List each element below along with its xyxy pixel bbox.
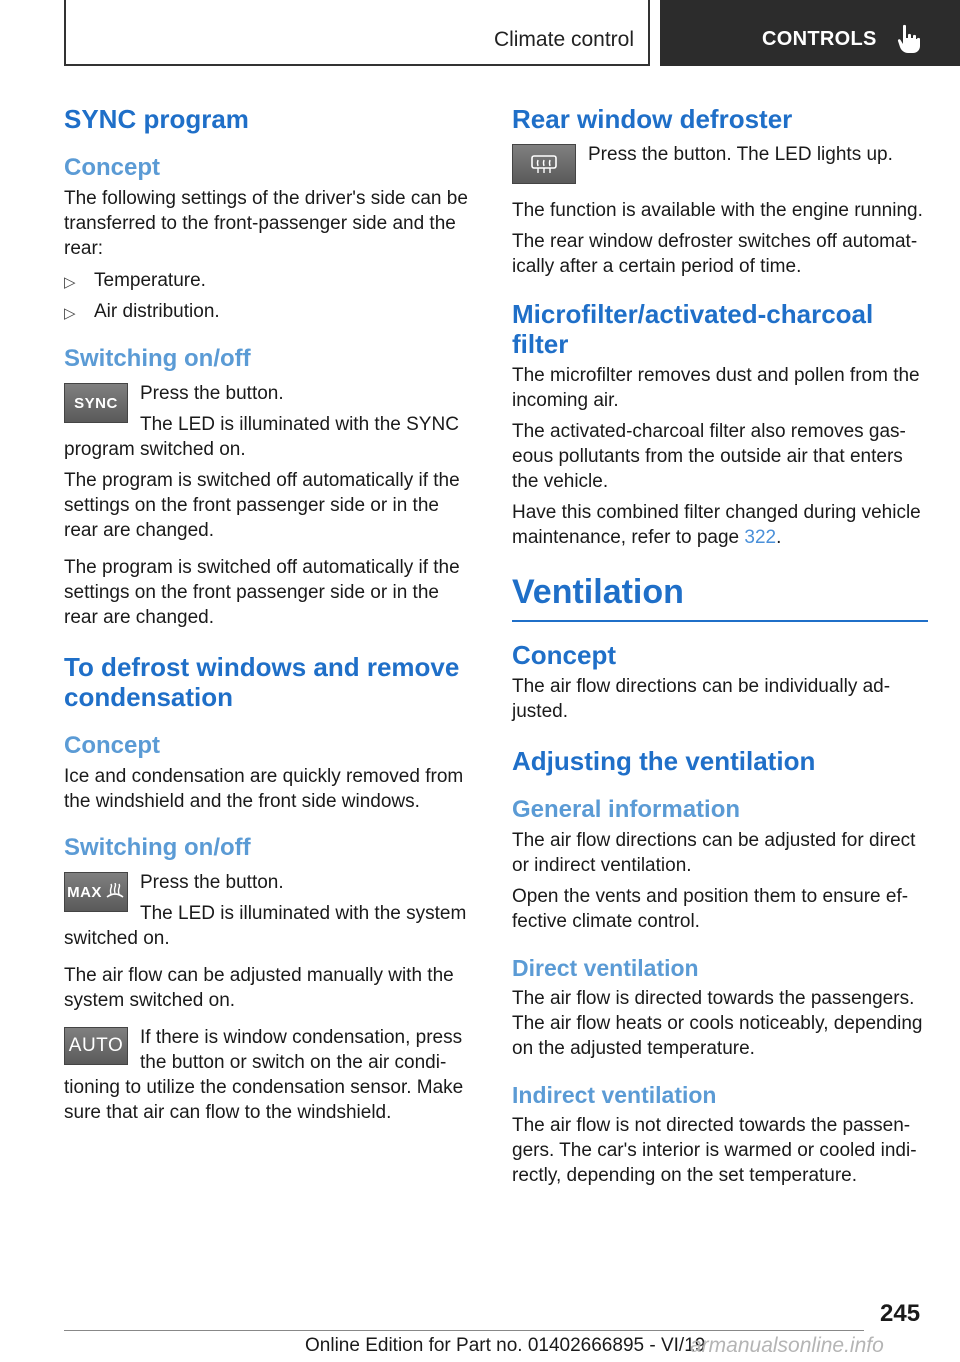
general-text-2: Open the vents and position them to ensure ef-fective climate control.	[512, 886, 909, 932]
rear-window-heat-icon	[529, 153, 559, 175]
header-section-box	[64, 0, 650, 66]
adjust-ventilation-heading: Adjusting the ventilation	[512, 746, 816, 776]
header-section-title: Climate control	[493, 28, 634, 51]
max-air-text: The air flow can be adjusted manually with the system switched on.	[64, 965, 454, 1011]
auto-button-icon: AUTO	[64, 1027, 128, 1065]
list-item: ▷ Air distribution.	[64, 296, 476, 327]
indirect-text: The air flow is not directed towards the passen-gers. The car's interior is warmed or cooled indi-rectly, depending on the set temperature.	[512, 1115, 917, 1186]
sync-led-text: The LED is illuminated with the SYNC program switched on.	[64, 414, 459, 460]
sync-press-text: Press the button.	[140, 383, 284, 404]
sync-button-row	[64, 381, 476, 462]
rear-defroster-heading: Rear window defroster	[512, 104, 793, 134]
rear-press-text: Press the button. The LED lights up.	[588, 144, 893, 165]
sync-button-icon: SYNC	[64, 383, 128, 423]
general-text-1: The air flow directions can be adjusted for direct or indirect ventilation.	[512, 830, 916, 876]
sync-off-text-2: The program is switched off automatically if the settings on the front passenger side or in the rear are changed.	[64, 557, 460, 628]
max-button-row	[64, 870, 476, 951]
vent-concept-text: The air flow directions can be individually ad-justed.	[512, 676, 891, 722]
defrost-switching-heading: Switching on/off	[64, 834, 251, 861]
vent-concept-heading: Concept	[512, 640, 616, 670]
auto-button-row	[64, 1025, 476, 1125]
footer-divider	[64, 1330, 864, 1331]
filter-heading: Microfilter/activated-charcoal filter	[512, 299, 874, 359]
list-item: ▷ Temperature.	[64, 265, 476, 296]
bullet-triangle-icon: ▷	[64, 274, 76, 291]
pointing-hand-icon	[896, 24, 922, 54]
filter-text-3: Have this combined filter changed during vehicle maintenance, refer to page 322.	[512, 502, 921, 548]
rear-defroster-button-icon	[512, 144, 576, 184]
max-defrost-button-icon: MAX	[64, 872, 128, 912]
filter-text-2: The activated-charcoal filter also removes gas-eous pollutants from the outside air that enters the vehicle.	[512, 421, 906, 492]
defrost-heading: To defrost windows and remove condensation	[64, 652, 460, 712]
rear-text-1: The function is available with the engine running.	[512, 200, 923, 221]
header-chapter-tab	[660, 0, 960, 66]
edition-text: Online Edition for Part no. 01402666895 - VI/19	[305, 1335, 706, 1356]
sync-concept-heading: Concept	[64, 154, 160, 181]
windshield-defrost-icon	[105, 883, 125, 901]
indirect-ventilation-heading: Indirect ventilation	[512, 1082, 717, 1108]
filter-text-1: The microfilter removes dust and pollen from the incoming air.	[512, 365, 920, 411]
defrost-concept-heading: Concept	[64, 732, 160, 759]
direct-ventilation-heading: Direct ventilation	[512, 955, 699, 981]
page-number: 245	[880, 1300, 921, 1327]
right-column	[512, 98, 928, 1188]
header-chapter-label: CONTROLS	[762, 28, 877, 50]
sync-switching-heading: Switching on/off	[64, 345, 251, 372]
general-info-heading: General information	[512, 796, 741, 823]
sync-settings-list	[64, 265, 476, 327]
bullet-triangle-icon: ▷	[64, 305, 76, 322]
auto-condensation-text: If there is window condensation, press the button or switch on the air condi-tioning to utilize the condensation sensor. Make sure that air can flow to the windshield.	[64, 1027, 464, 1123]
sync-off-text-1: The program is switched off automatically if the settings on the front passenger side or in the rear are changed.	[64, 470, 460, 541]
rear-text-2: The rear window defroster switches off automat-ically after a certain period of time.	[512, 231, 918, 277]
sync-program-heading: SYNC program	[64, 104, 249, 134]
ventilation-chapter-heading: Ventilation	[512, 572, 928, 622]
direct-text: The air flow is directed towards the passengers. The air flow heats or cools noticeably, depending on the adjusted temperature.	[512, 988, 923, 1059]
rear-defroster-button-row	[512, 142, 928, 188]
page-header	[0, 0, 960, 66]
left-column	[64, 98, 476, 1125]
page-322-link[interactable]: 322	[744, 527, 777, 548]
max-press-text: Press the button.	[140, 872, 284, 893]
max-led-text: The LED is illuminated with the system switched on.	[64, 903, 467, 949]
sync-concept-text: The following settings of the driver's side can be transferred to the front-passenger side and the rear:	[64, 188, 468, 259]
watermark-text: armanualsonline.info	[690, 1334, 884, 1357]
defrost-concept-text: Ice and condensation are quickly removed from the windshield and the front side windows.	[64, 766, 464, 812]
